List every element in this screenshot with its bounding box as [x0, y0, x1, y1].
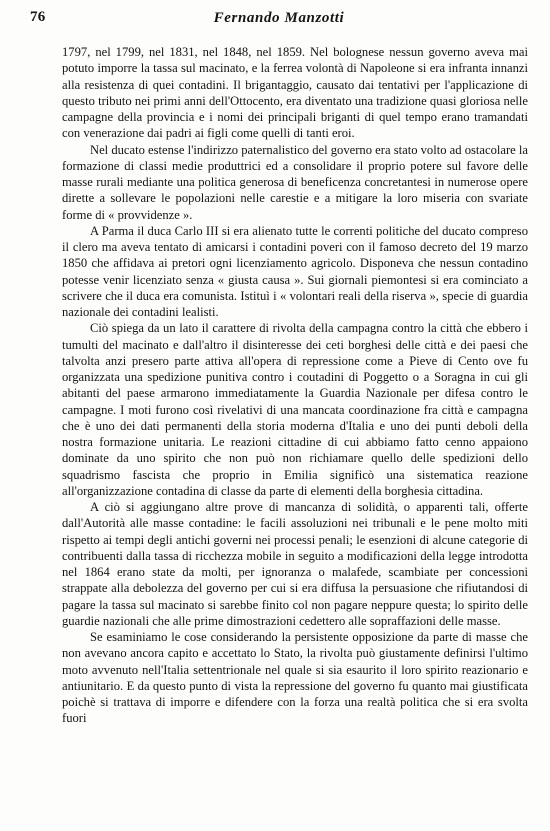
- body-text: [62, 44, 528, 727]
- running-head-author: Fernando Manzotti: [213, 10, 345, 26]
- paragraph-1: 1797, nel 1799, nel 1831, nel 1848, nel 1859. Nel bolognese nessun governo aveva mai potuto imporre la tassa sul macinato, e la ferrea volontà di Napoleone si era infranta innanzi alla resistenza di quei contadini. Il brigantaggio, causato dai tentativi per l'applicazione di questo tributo nei primi anni dell'Ottocento, era diventato una tradizione quasi gloriosa nelle campagne della provincia e i nomi dei principali briganti di quel tempo erano tramandati con venerazione dai padri ai figli come quelli di tanti eroi.: [62, 45, 528, 141]
- page-number: 76: [30, 9, 46, 25]
- running-head: [30, 9, 528, 29]
- paragraph-5: A ciò si aggiungano altre prove di mancanza di solidità, o apparenti tali, offerte dall'Autorità alle masse contadine: le facili assoluzioni nei tribunali e le pene molto miti rispetto ai tempi degli antichi governi nei processi penali; le esenzioni di alcune categorie di contribuenti dalla tassa di ricchezza mobile in seguito a modificazioni della legge introdotta nel 1864 erano state da molti, per ignoranza o malafede, scambiate per concessioni strappate alla debolezza del governo per cui si era diffusa la persuasione che rifiutandosi di pagare la tassa sul macinato si sarebbe finito col non pagare neppure questa; lo spirito delle guardie nazionali che alle prime dimostrazioni cedettero alle sopraffazioni delle masse.: [62, 500, 528, 628]
- paragraph-4: Ciò spiega da un lato il carattere di rivolta della campagna contro la città che ebbero i tumulti del macinato e dall'altro il disinteresse dei ceti borghesi delle città e dei paesi che talvolta anzi presero parte attiva all'opera di repressione come a Pieve di Cento ove fu organizzata una spedizione punitiva contro i coutadini di Poggetto o a Soragna in cui gli abitanti del paese armarono immediatamente la Guardia Nazionale per difesa contro le campagne. I moti furono così rivelativi di una mancata coordinazione fra città e campagna che è uno dei dati permanenti della storia moderna d'Italia e uno dei punti deboli della nostra formazione unitaria. Le reazioni cittadine di cui abbiamo fatto cenno appaiono dominate da uno spirito che non può non richiamare quello delle spedizioni dello squadrismo fascista che proprio in Emilia significò una sistematica reazione all'organizzazione contadina di classe da parte di elementi della borghesia cittadina.: [62, 321, 528, 498]
- paragraph-2: Nel ducato estense l'indirizzo paternalistico del governo era stato volto ad ostacolare la formazione di classi medie produttrici ed a consolidare il proprio potere sul favore delle masse rurali mediante una politica generosa di beneficenza concretantesi in numerose opere dirette a sollevare le popolazioni nelle carestie e a mitigare la loro miseria con svariate forme di « provvidenze ».: [62, 142, 528, 222]
- paragraph-6: Se esaminiamo le cose considerando la persistente opposizione da parte di masse che non avevano ancora capito e accettato lo Stato, la rivolta può giustamente definirsi l'ultimo moto avvenuto nell'Italia settentrionale nel quale si sia esaurito il loro spirito reazionario e antiunitario. E da questo punto di vista la repressione del governo fu quanto mai giustificata poichè si trattava di imporre e difendere con la forza una realtà politica che si era svolta fuori: [62, 630, 528, 726]
- paragraph-3: A Parma il duca Carlo III si era alienato tutte le correnti politiche del ducato compreso il clero ma aveva tentato di amicarsi i contadini poveri con il famoso decreto del 19 marzo 1850 che affidava ai pretori ogni licenziamento agricolo. Disponeva che nessun contadino potesse venir licenziato senza « giusta causa ». Sui giornali piemontesi si era cominciato a scrivere che il duca era comunista. Istituì i « volontari reali della riserva », specie di guardia nazionale dei contadini lealisti.: [62, 223, 528, 319]
